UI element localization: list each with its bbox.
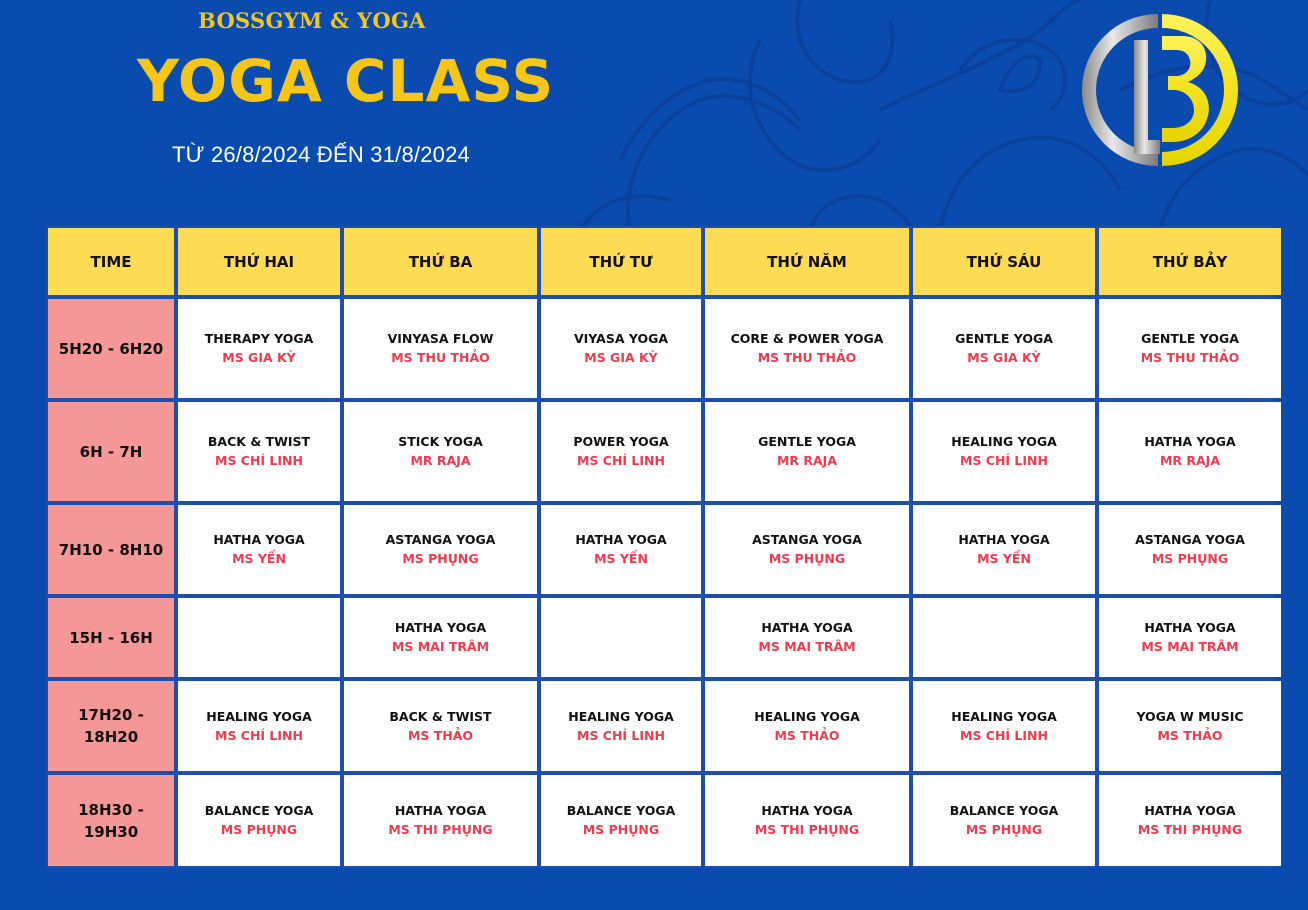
class-cell: [1099, 775, 1281, 866]
page-title: YOGA CLASS: [137, 47, 555, 115]
class-cell-empty: [913, 598, 1095, 677]
class-name: HATHA YOGA: [394, 620, 487, 635]
class-cell: [705, 402, 909, 501]
class-cell: [541, 681, 701, 771]
teacher-name: MS MAI TRÂM: [1141, 639, 1239, 654]
time-slot: 5H20 - 6H20: [48, 299, 174, 398]
teacher-name: MS PHỤNG: [582, 822, 660, 837]
class-name: HATHA YOGA: [761, 803, 853, 818]
class-name: ASTANGA YOGA: [1135, 532, 1245, 547]
teacher-name: MS THI PHỤNG: [1137, 822, 1243, 837]
class-name: BALANCE YOGA: [949, 803, 1059, 818]
teacher-name: MS THẢO: [774, 727, 840, 743]
column-header-time: TIME: [48, 228, 174, 295]
class-cell: [913, 402, 1095, 501]
class-name: HATHA YOGA: [1144, 803, 1236, 818]
class-cell: [344, 299, 537, 398]
class-cell: [1099, 681, 1281, 771]
class-name: HATHA YOGA: [575, 532, 667, 547]
class-cell: [344, 775, 537, 866]
teacher-name: MS CHÍ LINH: [215, 727, 303, 743]
class-cell: [344, 598, 537, 677]
class-cell: [344, 505, 537, 594]
teacher-name: MS PHỤNG: [220, 822, 298, 837]
class-cell: [1099, 299, 1281, 398]
class-cell: [913, 681, 1095, 771]
teacher-name: MS YẾN: [977, 551, 1031, 566]
teacher-name: MS THẢO: [407, 727, 474, 743]
class-cell: [541, 299, 701, 398]
bossgym-logo-icon: [1078, 10, 1238, 170]
teacher-name: MS THU THẢO: [757, 350, 857, 365]
column-header-friday: THỨ SÁU: [913, 228, 1095, 295]
column-header-tuesday: THỨ BA: [344, 228, 537, 295]
teacher-name: MS PHỤNG: [1151, 551, 1229, 566]
class-cell: [1099, 402, 1281, 501]
class-cell: [344, 402, 537, 501]
teacher-name: MS PHỤNG: [768, 551, 846, 566]
time-slot: 7H10 - 8H10: [48, 505, 174, 594]
class-cell: [178, 775, 340, 866]
class-name: HATHA YOGA: [213, 532, 305, 547]
class-cell: [913, 505, 1095, 594]
teacher-name: MS CHÍ LINH: [215, 453, 303, 468]
class-cell: [178, 505, 340, 594]
class-name: ASTANGA YOGA: [385, 532, 496, 547]
class-cell-empty: [541, 598, 701, 677]
class-name: HATHA YOGA: [958, 532, 1050, 547]
teacher-name: MS CHÍ LINH: [577, 727, 665, 743]
class-name: ASTANGA YOGA: [752, 532, 862, 547]
brand-name: BOSSGYM & YOGA: [198, 8, 426, 33]
class-name: YOGA W MUSIC: [1136, 708, 1244, 724]
class-name: BACK & TWIST: [207, 434, 311, 449]
class-name: HATHA YOGA: [394, 803, 487, 818]
time-slot: 15H - 16H: [48, 598, 174, 677]
teacher-name: MS THU THẢO: [391, 350, 490, 365]
column-header-thursday: THỨ NĂM: [705, 228, 909, 295]
teacher-name: MS YẾN: [232, 551, 286, 566]
time-slot: 6H - 7H: [48, 402, 174, 501]
column-header-wednesday: THỨ TƯ: [541, 228, 701, 295]
class-name: HEALING YOGA: [951, 708, 1057, 724]
class-cell: [705, 598, 909, 677]
teacher-name: MR RAJA: [776, 453, 838, 468]
class-name: HEALING YOGA: [951, 434, 1057, 449]
class-name: POWER YOGA: [573, 434, 669, 449]
teacher-name: MS CHÍ LINH: [577, 453, 665, 468]
class-name: BALANCE YOGA: [566, 803, 676, 818]
teacher-name: MR RAJA: [410, 453, 471, 468]
class-cell: [344, 681, 537, 771]
class-name: HATHA YOGA: [761, 620, 853, 635]
teacher-name: MS GIA KỲ: [967, 350, 1041, 365]
class-name: GENTLE YOGA: [758, 434, 856, 449]
teacher-name: MS PHỤNG: [965, 822, 1043, 837]
class-cell: [178, 402, 340, 501]
time-slot: 18H30 - 19H30: [48, 775, 174, 866]
teacher-name: MS THU THẢO: [1140, 350, 1240, 365]
teacher-name: MS CHÍ LINH: [960, 727, 1048, 743]
class-name: THERAPY YOGA: [204, 331, 314, 346]
class-cell: [178, 299, 340, 398]
teacher-name: MS YẾN: [594, 551, 648, 566]
class-name: HEALING YOGA: [206, 708, 312, 724]
class-cell: [913, 775, 1095, 866]
class-name: HATHA YOGA: [1144, 620, 1236, 635]
teacher-name: MS CHÍ LINH: [960, 453, 1048, 468]
class-cell: [541, 505, 701, 594]
time-slot: 17H20 - 18H20: [48, 681, 174, 771]
class-name: STICK YOGA: [398, 434, 483, 449]
class-name: HATHA YOGA: [1144, 434, 1236, 449]
class-name: GENTLE YOGA: [955, 331, 1053, 346]
column-header-monday: THỨ HAI: [178, 228, 340, 295]
teacher-name: MR RAJA: [1159, 453, 1221, 468]
class-cell: [1099, 505, 1281, 594]
class-cell: [178, 681, 340, 771]
class-name: BALANCE YOGA: [204, 803, 314, 818]
teacher-name: MS MAI TRÂM: [758, 639, 856, 654]
class-cell: [705, 681, 909, 771]
column-header-saturday: THỨ BẢY: [1099, 228, 1281, 295]
teacher-name: MS THI PHỤNG: [388, 822, 493, 837]
teacher-name: MS GIA KỲ: [222, 350, 296, 365]
class-cell: [541, 775, 701, 866]
class-name: VIYASA YOGA: [573, 331, 669, 346]
class-cell: [705, 775, 909, 866]
class-cell: [541, 402, 701, 501]
date-range: TỪ 26/8/2024 ĐẾN 31/8/2024: [172, 142, 470, 167]
class-name: VINYASA FLOW: [387, 331, 494, 346]
class-cell-empty: [178, 598, 340, 677]
class-name: GENTLE YOGA: [1141, 331, 1239, 346]
teacher-name: MS THẢO: [1157, 727, 1223, 743]
class-cell: [705, 299, 909, 398]
teacher-name: MS PHỤNG: [402, 551, 479, 566]
yoga-schedule-table: [46, 226, 1274, 868]
class-cell: [705, 505, 909, 594]
class-name: CORE & POWER YOGA: [730, 331, 884, 346]
class-name: BACK & TWIST: [389, 708, 492, 724]
class-name: HEALING YOGA: [568, 708, 674, 724]
class-cell: [1099, 598, 1281, 677]
class-cell: [913, 299, 1095, 398]
teacher-name: MS MAI TRÂM: [391, 639, 490, 654]
class-name: HEALING YOGA: [754, 708, 860, 724]
teacher-name: MS THI PHỤNG: [754, 822, 860, 837]
teacher-name: MS GIA KỲ: [584, 350, 658, 365]
